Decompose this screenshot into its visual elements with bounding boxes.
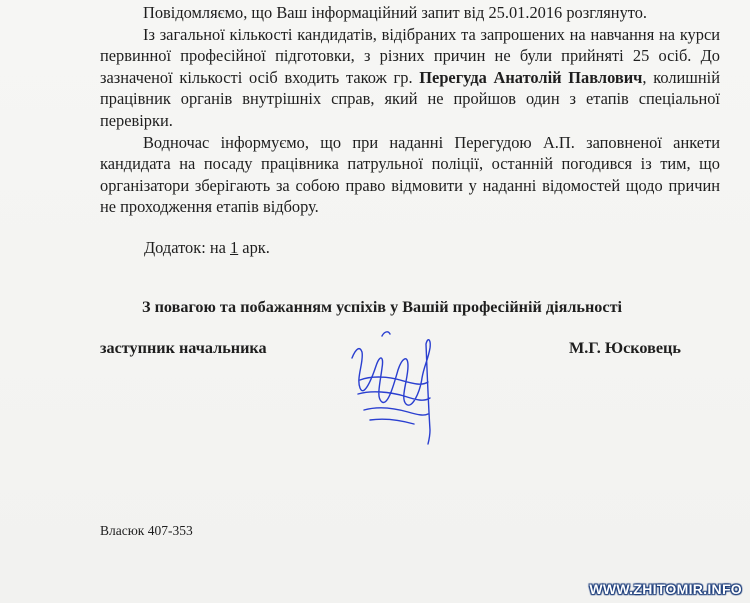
attachment-line xyxy=(144,238,270,258)
paragraph-2-start: Із загальної кількості кандидатів, відібраних та запрошених на навчання на курси первинної професійної підготовки, з різних причин не були прийняті 25 осіб. До зазначеної кількості осіб входить також гр. xyxy=(100,24,720,87)
site-watermark: WWW.ZHITOMIR.INFO xyxy=(589,581,742,597)
paragraph-2 xyxy=(100,24,720,132)
closing-phrase: З повагою та побажанням успіхів у Вашій професійній діяльності xyxy=(142,298,623,316)
letter-body xyxy=(100,2,720,218)
handwritten-signature xyxy=(330,318,450,448)
paragraph-3: Водночас інформуємо, що при наданні Перегудою А.П. заповненої анкети кандидата на посаду працівника патрульної поліції, останній погодився із тим, що організатори зберігають за собою право відмовити у наданні відомостей щодо причин не проходження етапів відбору. xyxy=(100,132,720,217)
paragraph-2-tail: , колишній працівник органів внутрішніх справ, який не пройшов один з етапів спеціальної перевірки. xyxy=(100,67,720,130)
attachment-count: 1 xyxy=(230,238,239,257)
signer-name: М.Г. Юсковець xyxy=(569,339,681,357)
bold-person-name: Перегуда Анатолій Павлович xyxy=(419,67,643,87)
paragraph-1: Повідомляємо, що Ваш інформаційний запит від 25.01.2016 розглянуто. xyxy=(143,3,648,22)
attachment-suffix: арк. xyxy=(238,238,270,257)
attachment-prefix: Додаток: на xyxy=(144,238,230,257)
executor-contact: Власюк 407-353 xyxy=(100,523,193,538)
position-title: заступник начальника xyxy=(100,339,267,357)
